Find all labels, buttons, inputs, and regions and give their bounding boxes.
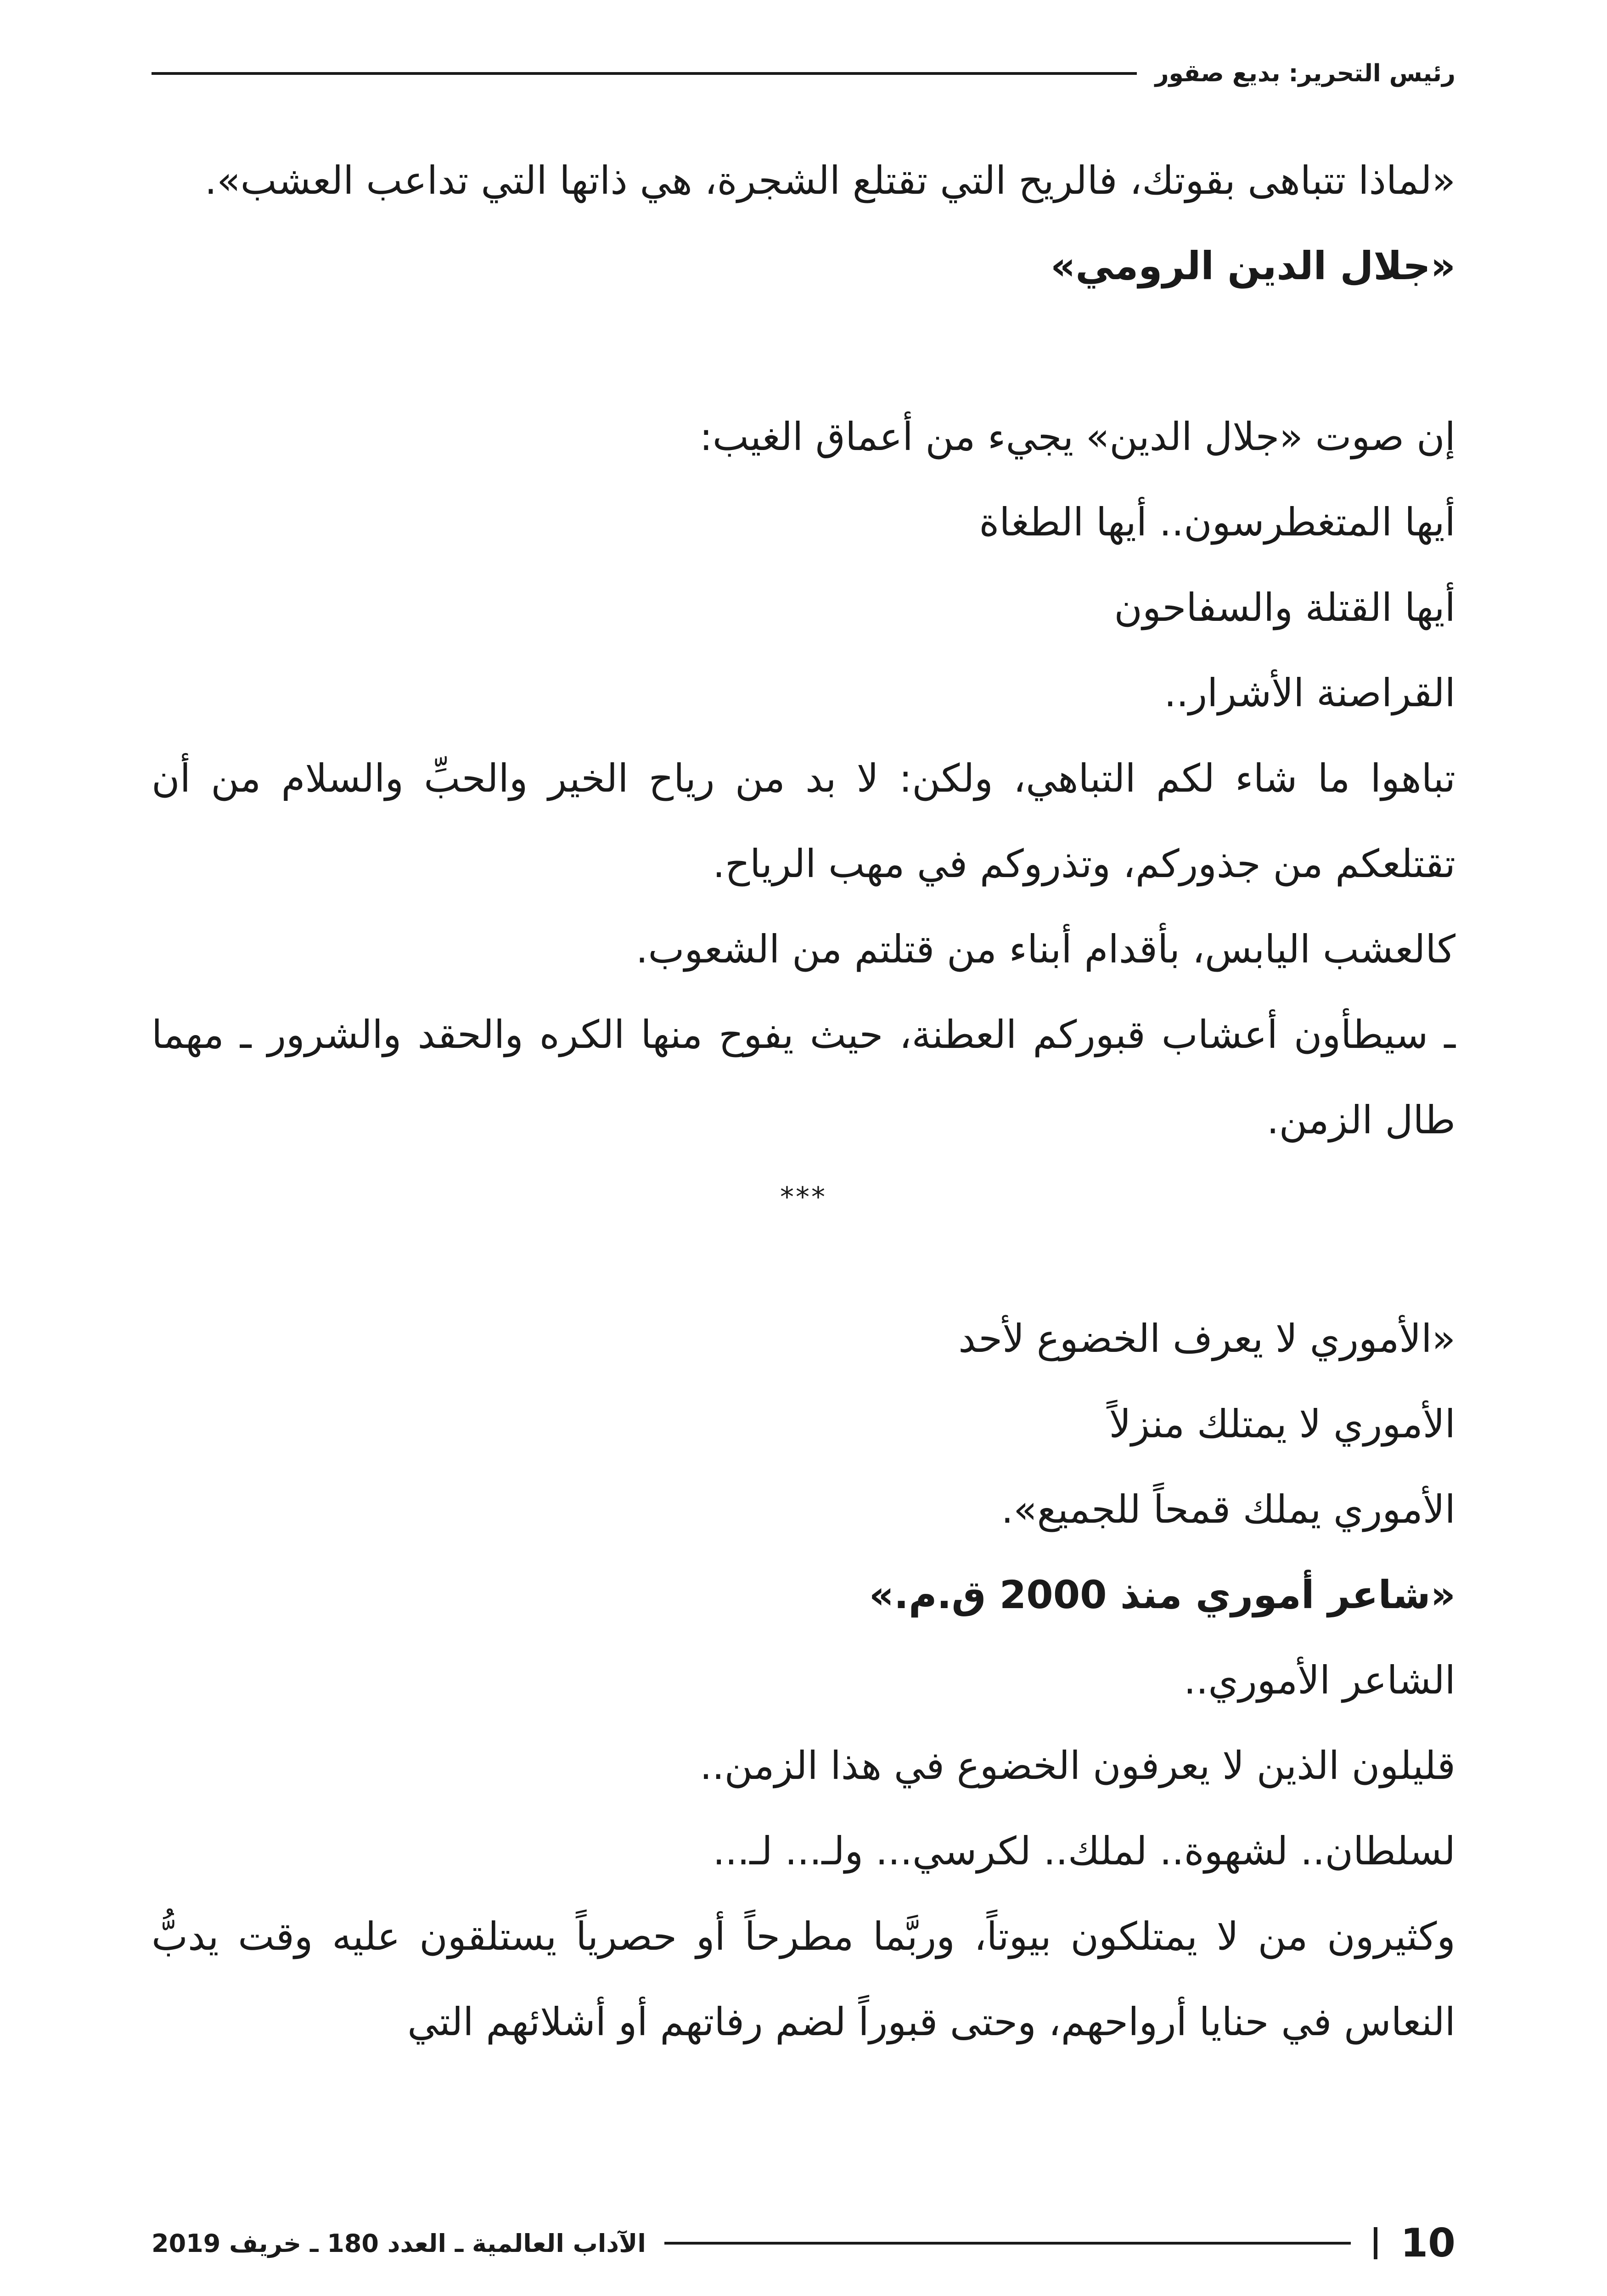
paragraph: قليلون الذين لا يعرفون الخضوع في هذا الزمن.. [700,1743,1455,1788]
footer-separator-bar [1374,2227,1377,2259]
page-header [152,55,1455,92]
paragraph: القراصنة الأشرار.. [1164,670,1455,715]
page-number: 10 [1400,2220,1455,2266]
paragraph: أيها القتلة والسفاحون [1114,585,1455,630]
epigraph-quote: «لماذا تتباهى بقوتك، فالريح التي تقتلع الشجرة، هي ذاتها التي تداعب العشب». [204,158,1455,203]
paragraph: إن صوت «جلال الدين» يجيء من أعماق الغيب: [699,414,1455,459]
poem-author: «شاعر أموري منذ 2000 ق.م.» [869,1572,1455,1617]
section-separator: *** [780,1181,827,1213]
epigraph-author: «جلال الدين الرومي» [1051,243,1455,288]
paragraph: تباهوا ما شاء لكم التباهي، ولكن: لا بد من رياح الخير والحبِّ والسلام من أن تقتلعكم من جذوركم، وتذروكم في مهب الرياح. [152,756,1455,886]
journal-issue-label: الآداب العالمية ـ العدد 180 ـ خريف 2019 [152,2228,646,2258]
poem-line: «الأموري لا يعرف الخضوع لأحد [958,1316,1455,1361]
page-footer [152,2218,1455,2268]
header-rule [152,72,1137,75]
paragraph: أيها المتغطرسون.. أيها الطغاة [979,500,1455,545]
editor-in-chief-label: رئيس التحرير: بديع صقور [1155,60,1455,87]
paragraph: لسلطان.. لشهوة.. لملك.. لكرسي... ولـ... لـ... [713,1829,1455,1874]
article-body [152,138,1455,2065]
spacer [152,1232,1455,1296]
paragraph: وكثيرون من لا يمتلكون بيوتاً، وربَّما مطرحاً أو حصرياً يستلقون عليه وقت يدبُّ النعاس في حنايا أرواحهم، وحتى قبوراً لضم رفاتهم أو أشلائهم التي [152,1914,1455,2044]
paragraph: ـ سيطأون أعشاب قبوركم العطنة، حيث يفوح منها الكره والحقد والشرور ـ مهما طال الزمن. [152,1012,1455,1142]
poem-line: الأموري يملك قمحاً للجميع». [1001,1487,1455,1532]
footer-rule [664,2242,1351,2245]
paragraph: الشاعر الأموري.. [1184,1658,1455,1703]
paragraph: كالعشب اليابس، بأقدام أبناء من قتلتم من الشعوب. [635,927,1455,972]
poem-line: الأموري لا يمتلك منزلاً [1109,1401,1455,1446]
spacer [152,309,1455,394]
